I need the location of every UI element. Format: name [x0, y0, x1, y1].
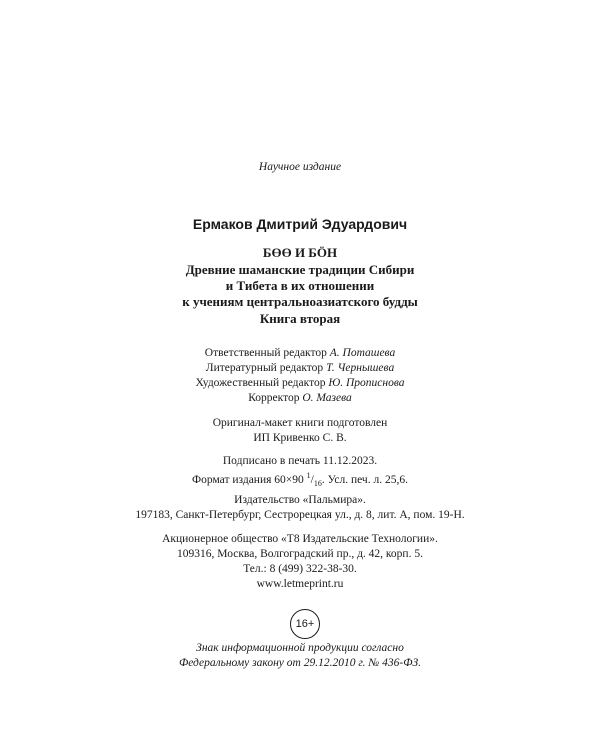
format-suffix: . Усл. печ. л. 25,6. [321, 474, 408, 486]
editor-name: Т. Чернышева [326, 362, 395, 374]
layout-credit-line-1: Оригинал-макет книги подготовлен [212, 417, 388, 429]
layout-credit-line-2: ИП Кривенко С. В. [253, 432, 347, 444]
book-title: БӨӨ И БӦН [262, 245, 338, 260]
print-signed: Подписано в печать 11.12.2023. [222, 455, 378, 467]
subtitle-line-3: к учениям центральноазиатского будды [182, 294, 418, 309]
printer-website: www.letmeprint.ru [256, 578, 344, 590]
printer-address: 109316, Москва, Волгоградский пр., д. 42, корп. 5. [177, 548, 423, 560]
author-name: Ермаков Дмитрий Эдуардович [192, 216, 408, 232]
age-rating-badge: 16+ [290, 609, 320, 639]
editor-role: Корректор [248, 392, 300, 404]
editor-role: Художественный редактор [195, 377, 326, 389]
editor-name: А. Поташева [329, 347, 396, 359]
editor-line [0, 361, 600, 375]
editor-role: Ответственный редактор [204, 347, 327, 359]
editor-line [0, 376, 600, 390]
editor-name: О. Мазева [302, 392, 352, 404]
subtitle-line-1: Древние шаманские традиции Сибири [185, 262, 415, 277]
printer-name: Акционерное общество «Т8 Издательские Технологии». [162, 533, 438, 545]
printer-phone: Тел.: 8 (499) 322-38-30. [243, 563, 357, 575]
editor-line [0, 391, 600, 405]
publisher-address: 197183, Санкт-Петербург, Сестрорецкая ул., д. 8, лит. А, пом. 19-Н. [135, 509, 465, 521]
book-part: Книга вторая [259, 311, 341, 326]
format-denominator: 16 [313, 479, 322, 488]
edition-type: Научное издание [258, 161, 342, 173]
format-numerator: 1 [306, 471, 311, 480]
subtitle-line-2: и Тибета в их отношении [225, 278, 375, 293]
editor-name: Ю. Прописнова [328, 377, 405, 389]
print-format: Формат издания 60×90 $^1/_{16}$. Усл. печ. л. 25,6. [192, 471, 408, 488]
format-prefix: Формат издания 60×90 [192, 474, 307, 486]
law-notice-line-1: Знак информационной продукции согласно [196, 642, 404, 654]
editor-line [0, 346, 600, 360]
editor-role: Литературный редактор [205, 362, 324, 374]
publisher-name: Издательство «Пальмира». [234, 494, 366, 506]
law-notice-line-2: Федеральному закону от 29.12.2010 г. № 436-ФЗ. [178, 657, 422, 669]
